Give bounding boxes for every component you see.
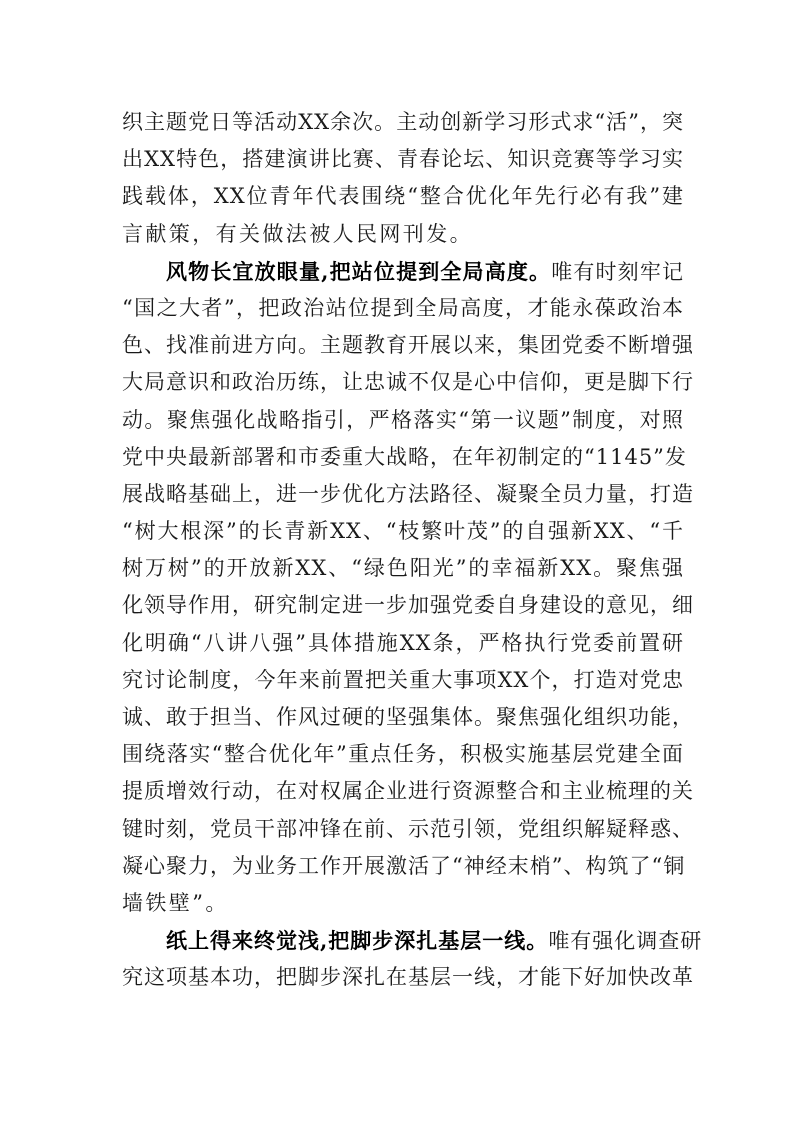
text-line <box>122 922 703 959</box>
paragraph <box>122 253 694 922</box>
text-span: 唯有时刻牢记 <box>551 259 685 284</box>
text-line: 动。聚焦强化战略指引，严格落实“第一议题”制度，对照 <box>122 407 684 432</box>
text-line: 践载体，XX位青年代表围绕“整合优化年先行必有我”建 <box>122 184 684 209</box>
text-line: 党中央最新部署和市委重大战略，在年初制定的“1145”发 <box>122 444 687 469</box>
text-line: 凝心聚力，为业务工作开展激活了“神经末梢”、构筑了“铜 <box>122 853 686 878</box>
paragraph <box>122 922 703 996</box>
text-line: 究讨论制度，今年来前置把关重大事项XX个，打造对党忠 <box>122 667 684 692</box>
text-line: 键时刻，党员干部冲锋在前、示范引领，党组织解疑释惑、 <box>122 816 694 841</box>
text-line: “国之大者”，把政治站位提到全局高度，才能永葆政治本 <box>122 295 684 320</box>
text-line: 树万树”的开放新XX、“绿色阳光”的幸福新XX。聚焦强 <box>122 556 684 581</box>
document-page <box>122 104 703 997</box>
text-line: 言献策，有关做法被人民网刊发。 <box>122 221 473 246</box>
paragraph <box>122 104 684 253</box>
text-line: 围绕落实“整合优化年”重点任务，积极实施基层党建全面 <box>122 742 684 767</box>
text-line: 色、找准前进方向。主题教育开展以来，集团党委不断增强 <box>122 333 694 358</box>
text-line <box>122 253 684 290</box>
text-line: 墙铁壁”。 <box>122 890 229 915</box>
text-line: 诚、敢于担当、作风过硬的坚强集体。聚焦强化组织功能， <box>122 705 694 729</box>
text-line: 化领导作用，研究制定进一步加强党委自身建设的意见，细 <box>122 593 694 618</box>
text-line: 提质增效行动，在对权属企业进行资源整合和主业梳理的关 <box>122 779 694 804</box>
paragraph-heading: 风物长宜放眼量,把站位提到全局高度。 <box>166 258 552 284</box>
text-line: 展战略基础上，进一步优化方法路径、凝聚全员力量，打造 <box>122 481 694 506</box>
text-line: 织主题党日等活动XX余次。主动创新学习形式求“活”，突 <box>122 110 684 134</box>
text-line: 大局意识和政治历练，让忠诚不仅是心中信仰，更是脚下行 <box>122 370 694 395</box>
text-line: 出XX特色，搭建演讲比赛、青春论坛、知识竞赛等学习实 <box>122 147 684 172</box>
text-span: 唯有强化调查研 <box>548 929 703 954</box>
text-line: 究这项基本功，把脚步深扎在基层一线，才能下好加快改革 <box>122 965 694 990</box>
text-line: “树大根深”的长青新XX、“枝繁叶茂”的自强新XX、“千 <box>122 519 684 544</box>
paragraph-heading: 纸上得来终觉浅,把脚步深扎基层一线。 <box>166 928 549 954</box>
text-line: 化明确“八讲八强”具体措施XX条，严格执行党委前置研 <box>122 630 684 655</box>
